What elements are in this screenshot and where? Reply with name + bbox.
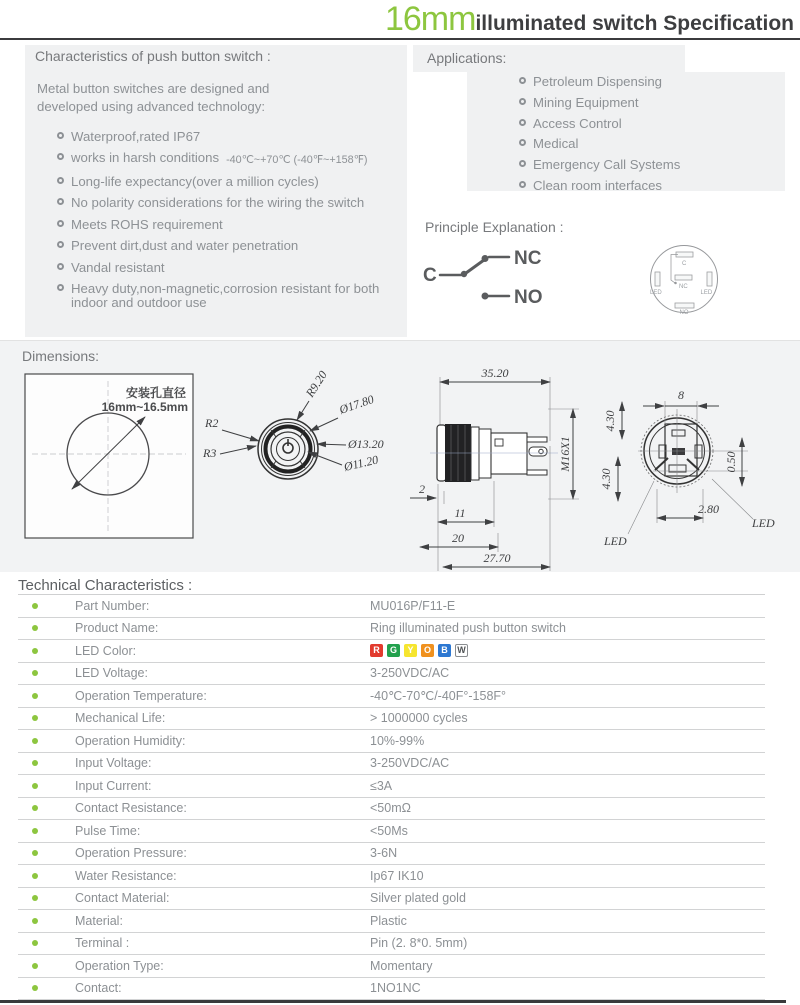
application-text: Access Control [533,115,622,131]
gear-bullet-icon [57,284,64,291]
spec-row [18,820,765,843]
dimensions-section [0,340,800,572]
spec-value: <50mΩ [370,801,411,816]
spec-row [18,663,765,686]
front-view-drawing [202,368,384,479]
page-header [0,0,800,40]
gear-bullet-icon [57,220,64,227]
spec-row [18,978,765,1001]
green-dot-icon [32,648,38,654]
application-item [519,158,785,172]
green-dot-icon [32,603,38,609]
dimensions-title: Dimensions: [22,348,100,364]
gear-bullet-icon [57,263,64,270]
characteristic-text: Waterproof,rated IP67 [71,128,201,144]
green-dot-icon [32,625,38,631]
spec-value: Silver plated gold [370,891,466,906]
green-dot-icon [32,783,38,789]
spec-label: Contact: [75,981,122,996]
spec-label: Input Current: [75,778,152,793]
dimension-drawings [0,341,800,573]
gear-bullet-icon [57,241,64,248]
spec-label: Mechanical Life: [75,711,166,726]
spec-row [18,618,765,641]
led-color-swatch: O [421,644,434,657]
connector-nc-label: NC [679,284,688,290]
application-text: Petroleum Dispensing [533,74,663,89]
application-item [519,137,785,151]
spec-row [18,955,765,978]
back-view-drawing [599,388,775,548]
gear-bullet-icon [519,160,526,167]
spec-row [18,640,765,663]
characteristic-text: Heavy duty,non-magnetic,corrosion resistant for both indoor and outdoor use [71,281,380,311]
applications-header [413,45,685,72]
application-item [519,117,785,131]
characteristic-item [57,196,399,210]
connector-led-right-label: LED [700,290,713,296]
characteristics-title: Characteristics of push button switch : [35,48,271,64]
green-dot-icon [32,805,38,811]
spec-value: Momentary [370,958,433,973]
characteristic-text: works in harsh conditions [71,150,220,166]
applications-list [467,72,785,191]
back-left-bottom-label: 4.30 [599,468,613,490]
characteristic-text: Meets ROHS requirement [71,216,223,232]
spec-value: ≤3A [370,778,393,793]
spec-label: Input Voltage: [75,756,152,771]
header-size-text: 16mm [384,0,476,38]
intro-line-2: developed using advanced technology: [37,98,266,114]
spec-value: 3-250VDC/AC [370,666,450,681]
intro-line-1: Metal button switches are designed and [37,81,270,96]
characteristics-intro [37,80,399,116]
spec-label: Material: [75,913,123,928]
spec-row [18,798,765,821]
front-d17-label: Ø17.80 [337,391,376,417]
back-right-label: 0.50 [724,451,738,473]
spec-value: Ring illuminated push button switch [370,621,566,636]
gear-bullet-icon [519,181,526,188]
green-dot-icon [32,828,38,834]
applications-title: Applications: [427,50,507,66]
spec-row [18,933,765,956]
green-dot-icon [32,873,38,879]
spec-row [18,865,765,888]
spec-label: Product Name: [75,621,159,636]
characteristic-item [57,261,399,275]
green-dot-icon [32,693,38,699]
spec-label: LED Voltage: [75,666,148,681]
gear-bullet-icon [519,98,526,105]
spec-label: Contact Resistance: [75,801,187,816]
bottom-divider [0,1000,786,1003]
application-item [519,179,785,193]
gear-bullet-icon [57,132,64,139]
spec-value: Plastic [370,913,407,928]
spec-row [18,708,765,731]
front-r2-label: R2 [205,416,219,430]
side-lip-label: 2 [419,482,425,496]
spec-label: Operation Humidity: [75,733,186,748]
green-dot-icon [32,963,38,969]
front-r9-label: R9.20 [302,368,330,400]
circuit-c-label: C [423,265,437,286]
connector-led-left-label: LED [650,290,662,296]
green-dot-icon [32,738,38,744]
spec-value [370,644,468,657]
application-text: Mining Equipment [533,94,639,110]
characteristics-panel [25,45,407,337]
back-led-right-label: LED [752,516,775,530]
side-knurl-label: 11 [454,506,466,520]
back-pitch-label: 8 [678,388,684,402]
green-dot-icon [32,940,38,946]
led-color-swatch: Y [404,644,417,657]
technical-section [0,572,800,1005]
spec-row [18,753,765,776]
spec-value: 10%-99% [370,733,425,748]
spec-row [18,843,765,866]
page-title: illuminated switch Specification [475,12,794,35]
characteristic-item [57,218,399,232]
characteristic-item [57,282,399,310]
side-mid-label: 20 [452,531,464,545]
green-dot-icon [32,760,38,766]
side-total-label: 27.70 [483,551,511,565]
led-color-swatch: G [387,644,400,657]
green-dot-icon [32,850,38,856]
back-left-top-label: 4.30 [603,410,617,432]
application-text: Emergency Call Systems [533,157,681,173]
connector-no-label: NO [679,310,689,316]
characteristics-list [35,130,399,311]
mounting-label-line2: 16mm~16.5mm [101,400,188,414]
spec-row [18,595,765,618]
spec-label: Pulse Time: [75,823,141,838]
back-bottom-label: 2.80 [698,502,719,516]
technical-title: Technical Characteristics : [18,577,193,594]
principle-title: Principle Explanation : [425,219,564,235]
spec-label: Operation Type: [75,958,164,973]
spec-label: Operation Temperature: [75,688,207,703]
front-d11-label: Ø11.20 [342,452,380,474]
characteristic-item [57,175,399,189]
application-text: Medical [533,136,579,152]
gear-bullet-icon [519,77,526,84]
spec-value: Ip67 IK10 [370,868,424,883]
front-d13-label: Ø13.20 [348,437,384,451]
spec-value: 1NO1NC [370,981,421,996]
spec-row [18,910,765,933]
spec-value: 3-250VDC/AC [370,756,450,771]
spec-row [18,685,765,708]
characteristic-text: Vandal resistant [71,259,165,275]
green-dot-icon [32,985,38,991]
application-text: Clean room interfaces [533,177,663,193]
green-dot-icon [32,715,38,721]
connector-c-label: C [682,261,687,267]
green-dot-icon [32,670,38,676]
spec-value: MU016P/F11-E [370,598,456,613]
gear-bullet-icon [57,153,64,160]
characteristic-text: No polarity considerations for the wiring the switch [71,195,365,211]
spec-label: Operation Pressure: [75,846,187,861]
spec-row [18,775,765,798]
circuit-nc-label: NC [514,248,542,269]
gear-bullet-icon [519,119,526,126]
spec-value: -40℃-70℃/-40F°-158F° [370,689,507,704]
circuit-diagram [420,245,565,315]
front-r3-label: R3 [203,446,217,460]
spec-label: Water Resistance: [75,868,177,883]
spec-label: Contact Material: [75,891,170,906]
spec-value: > 1000000 cycles [370,711,468,726]
back-led-left-label: LED [604,534,627,548]
technical-table [18,594,765,1000]
spec-value: <50Ms [370,823,408,838]
side-thread-label: M16X1 [558,436,572,472]
led-color-swatch: B [438,644,451,657]
led-color-swatch: W [455,644,468,657]
spec-value: Pin (2. 8*0. 5mm) [370,936,468,951]
characteristic-subtext: -40℃~+70℃ (-40℉~+158℉) [226,154,368,167]
circuit-no-label: NO [514,287,543,308]
characteristic-item [57,239,399,253]
connector-diagram [649,244,721,316]
led-color-swatch: R [370,644,383,657]
characteristic-item [57,151,399,167]
characteristic-text: Prevent dirt,dust and water penetration [71,238,299,254]
spec-label: Part Number: [75,598,150,613]
spec-value: 3-6N [370,846,398,861]
mounting-hole-drawing [25,374,193,538]
side-width-label: 35.20 [481,366,509,380]
side-view-drawing [410,366,579,571]
gear-bullet-icon [57,198,64,205]
spec-row [18,730,765,753]
spec-label: Terminal : [75,936,130,951]
gear-bullet-icon [57,177,64,184]
characteristic-item [57,130,399,144]
application-item [519,75,785,89]
mounting-label-line1: 安装孔直径 [125,386,186,400]
green-dot-icon [32,918,38,924]
characteristic-text: Long-life expectancy(over a million cycles) [71,173,319,189]
spec-label: LED Color: [75,643,137,658]
application-item [519,96,785,110]
gear-bullet-icon [519,139,526,146]
green-dot-icon [32,895,38,901]
spec-row [18,888,765,911]
